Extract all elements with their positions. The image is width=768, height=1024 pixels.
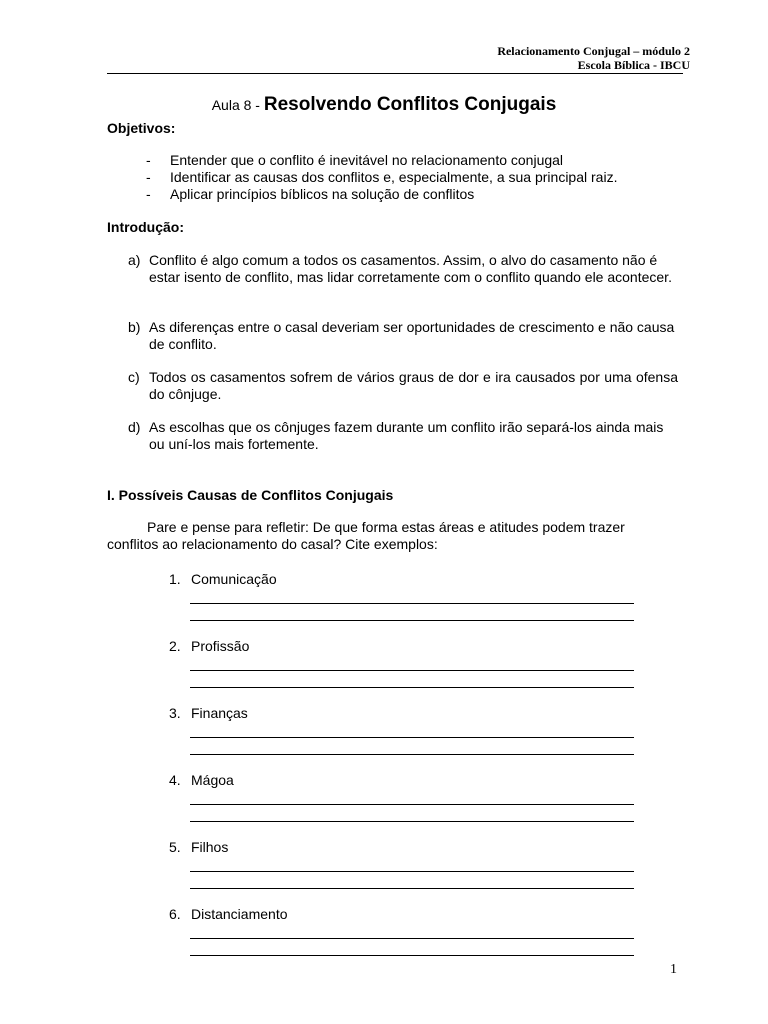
section-heading: I. Possíveis Causas de Conflitos Conjugais <box>107 487 394 503</box>
list-item-label: Distanciamento <box>191 906 288 922</box>
intro-item-text: Conflito é algo comum a todos os casamentos. Assim, o alvo do casamento não é estar isento de conflito, mas lidar corretamente com o conflito quando ele acontecer. <box>149 252 672 285</box>
list-item-label: Finanças <box>191 705 248 721</box>
intro-item-letter: b) <box>128 319 141 335</box>
objective-item: - Identificar as causas dos conflitos e, especialmente, a sua principal raiz. <box>146 169 618 185</box>
answer-line[interactable] <box>190 687 634 688</box>
list-item-label: Comunicação <box>191 571 277 587</box>
answer-line[interactable] <box>190 955 634 956</box>
page-header <box>497 44 690 72</box>
intro-item <box>128 419 678 453</box>
page-title <box>0 94 768 116</box>
section-prompt: Pare e pense para refletir: De que forma estas áreas e atitudes podem trazer conflitos ao relacionamento do casal? Cite exemplos: <box>107 519 625 552</box>
answer-line[interactable] <box>190 737 634 738</box>
intro-item <box>128 369 678 403</box>
title-main: Resolvendo Conflitos Conjugais <box>263 94 557 115</box>
intro-item-letter: c) <box>128 369 140 385</box>
list-item: 4. Mágoa <box>169 772 234 788</box>
answer-line[interactable] <box>190 670 634 671</box>
list-item: 5. Filhos <box>169 839 229 855</box>
introduction-heading: Introdução: <box>107 219 184 235</box>
header-divider <box>107 73 683 74</box>
answer-line[interactable] <box>190 871 634 872</box>
list-item-label: Profissão <box>191 638 250 654</box>
answer-line[interactable] <box>190 888 634 889</box>
intro-item-text: As escolhas que os cônjuges fazem durante um conflito irão separá-los ainda mais ou uní-los mais fortemente. <box>149 419 664 452</box>
answer-line[interactable] <box>190 804 634 805</box>
answer-line[interactable] <box>190 754 634 755</box>
objective-item: - Aplicar princípios bíblicos na solução de conflitos <box>146 186 475 202</box>
list-item: 6. Distanciamento <box>169 906 288 922</box>
page-number: 1 <box>670 962 677 977</box>
header-school: Escola Bíblica - IBCU <box>577 58 690 72</box>
title-prefix: Aula 8 - <box>211 97 264 113</box>
list-item-label: Filhos <box>191 839 229 855</box>
answer-line[interactable] <box>190 620 634 621</box>
answer-line[interactable] <box>190 603 634 604</box>
answer-line[interactable] <box>190 938 634 939</box>
answer-line[interactable] <box>190 821 634 822</box>
list-item-label: Mágoa <box>191 772 234 788</box>
header-course: Relacionamento Conjugal – módulo 2 <box>497 44 690 58</box>
intro-item-text: As diferenças entre o casal deveriam ser oportunidades de crescimento e não causa de conflito. <box>149 319 675 352</box>
objective-item: - Entender que o conflito é inevitável no relacionamento conjugal <box>146 152 564 168</box>
intro-item <box>128 319 678 353</box>
list-item: 3. Finanças <box>169 705 248 721</box>
intro-item <box>128 252 678 286</box>
list-item: 2. Profissão <box>169 638 250 654</box>
intro-item-letter: a) <box>128 252 141 268</box>
intro-item-letter: d) <box>128 419 141 435</box>
intro-item-text: Todos os casamentos sofrem de vários graus de dor e ira causados por uma ofensa do cônjuge. <box>149 369 678 402</box>
list-item: 1. Comunicação <box>169 571 277 587</box>
objectives-heading: Objetivos: <box>107 120 176 136</box>
